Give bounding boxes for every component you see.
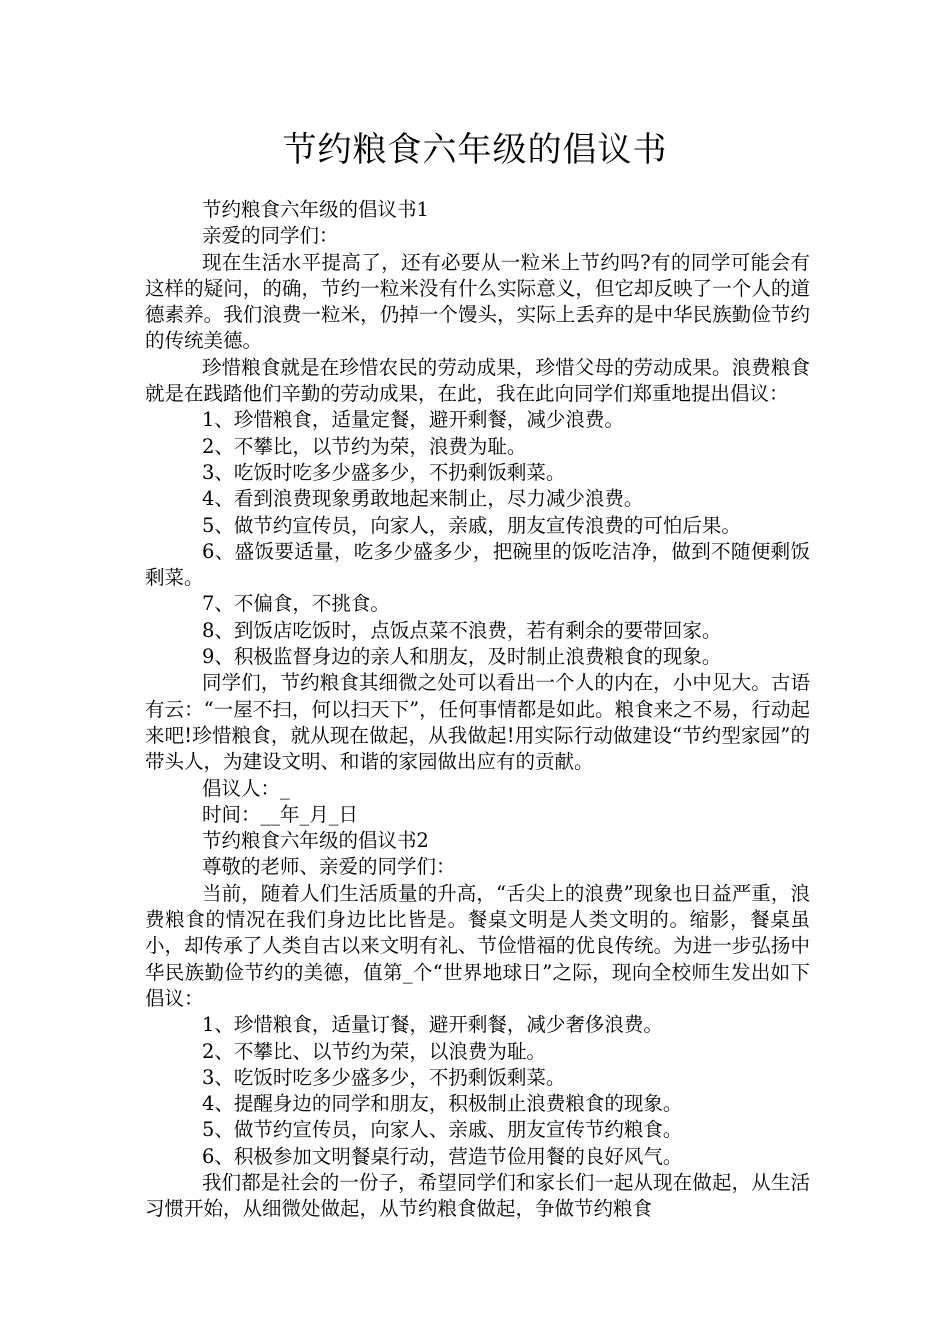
document-title: 节约粮食六年级的倡议书 [282,130,668,170]
salutation-2: 尊敬的老师、亲爱的同学们： [202,855,456,879]
list-item: 7、不偏食，不挑食。 [202,592,390,616]
list-item: 1、珍惜粮食，适量订餐，避开剩餐，减少奢侈浪费。 [202,1013,663,1037]
list-item: 4、提醒身边的同学和朋友，积极制止浪费粮食的现象。 [202,1092,683,1116]
body-paragraph: 现在生活水平提高了，还有必要从一粒米上节约吗?有的同学可能会有这样的疑问，的确，节约一粒米没有什么实际意义，但它却反映了一个人的道德素养。我们浪费一粒米，仍掉一个馒头，实际上丢弃的是中华民族勤俭节约的传统美德。 [145,250,810,353]
body-paragraph: 当前，随着人们生活质量的升高，“舌尖上的浪费”现象也日益严重，浪费粮食的情况在我们身边比比皆是。餐桌文明是人类文明的。缩影，餐桌虽小，却传承了人类自古以来文明有礼、节俭惜福的优良传统。为进一步弘扬中华民族勤俭节约的美德，值第_个“世界地球日”之际，现向全校师生发出如下倡议： [145,881,810,1010]
list-item: 2、不攀比、以节约为荣，以浪费为耻。 [202,1039,546,1063]
list-item: 3、吃饭时吃多少盛多少，不扔剩饭剩菜。 [202,460,566,484]
body-paragraph: 我们都是社会的一份子，希望同学们和家长们一起从现在做起，从生活习惯开始，从细微处做起，从节约粮食做起，争做节约粮食 [145,1170,810,1221]
list-item: 9、积极监督身边的亲人和朋友，及时制止浪费粮食的现象。 [202,645,722,669]
list-item: 5、做节约宣传员，向家人、亲戚、朋友宣传节约粮食。 [202,1118,683,1142]
list-item: 2、不攀比，以节约为荣，浪费为耻。 [202,434,527,458]
signature-line: 倡议人：_ [202,776,290,800]
salutation-1: 亲爱的同学们： [202,224,339,248]
document-body [145,197,810,1223]
list-item: 6、盛饭要适量，吃多少盛多少，把碗里的饭吃洁净，做到不随便剩饭剩菜。 [145,539,810,590]
list-item: 4、看到浪费现象勇敢地起来制止，尽力减少浪费。 [202,487,644,511]
section-heading-1: 节约粮食六年级的倡议书1 [202,198,429,221]
list-item: 6、积极参加文明餐桌行动，营造节俭用餐的良好风气。 [202,1144,683,1168]
list-item: 5、做节约宣传员，向家人，亲戚，朋友宣传浪费的可怕后果。 [202,513,741,537]
date-line: 时间：__年_月_日 [202,802,359,826]
body-paragraph: 珍惜粮食就是在珍惜农民的劳动成果，珍惜父母的劳动成果。浪费粮食就是在践踏他们辛勤的劳动成果，在此，我在此向同学们郑重地提出倡议： [145,355,810,406]
list-item: 3、吃饭时吃多少盛多少，不扔剩饭剩菜。 [202,1065,566,1089]
body-paragraph: 同学们，节约粮食其细微之处可以看出一个人的内在，小中见大。古语有云：“一屋不扫，何以扫天下”，任何事情都是如此。粮食来之不易，行动起来吧!珍惜粮食，就从现在做起，从我做起!用实际行动做建设“节约型家园”的带头人，为建设文明、和谐的家园做出应有的贡献。 [145,671,810,774]
list-item: 8、到饭店吃饭时，点饭点菜不浪费，若有剩余的要带回家。 [202,618,722,642]
list-item: 1、珍惜粮食，适量定餐，避开剩餐，减少浪费。 [202,408,624,432]
section-heading-2: 节约粮食六年级的倡议书2 [202,829,429,853]
